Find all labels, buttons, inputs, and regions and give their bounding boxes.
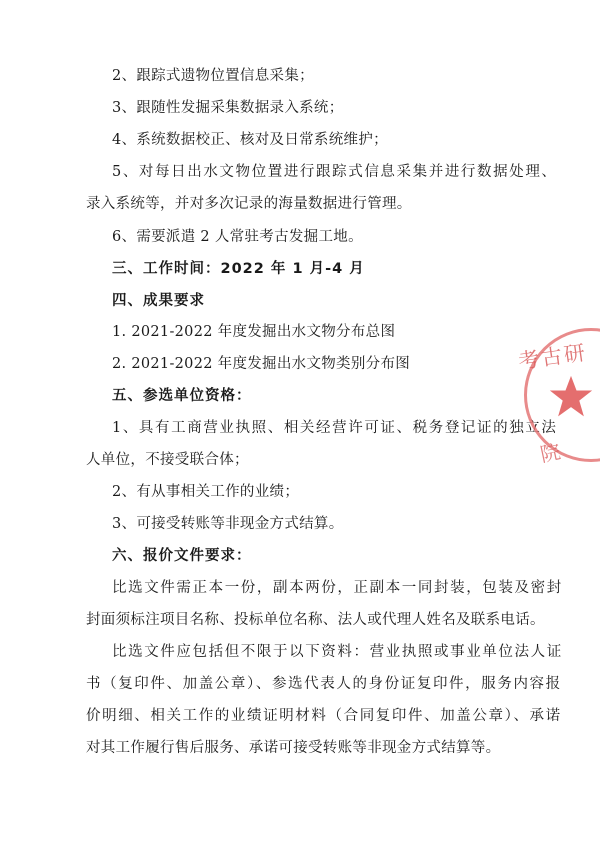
paragraph-2-line-3: 价明细、相关工作的业绩证明材料（合同复印件、加盖公章）、承诺 — [86, 708, 562, 724]
section-heading-6: 六、报价文件要求： — [112, 548, 252, 564]
result-item-1: 1. 2021-2022 年度发掘出水文物分布总图 — [112, 324, 396, 340]
paragraph-1-line-2: 封面须标注项目名称、投标单位名称、法人或代理人姓名及联系电话。 — [86, 612, 545, 628]
section-heading-3: 三、工作时间：2022 年 1 月-4 月 — [112, 261, 365, 277]
qualification-item-1-continued: 人单位，不接受联合体； — [86, 452, 249, 468]
seal-text-top: 考古研 — [516, 340, 589, 374]
seal-star-icon — [548, 374, 594, 420]
paragraph-2-line-2: 书（复印件、加盖公章）、参选代表人的身份证复印件，服务内容报 — [86, 676, 562, 692]
section-heading-4: 四、成果要求 — [112, 293, 205, 309]
qualification-item-1: 1、具有工商营业执照、相关经营许可证、税务登记证的独立法 — [112, 420, 558, 436]
list-item-3: 3、跟随性发掘采集数据录入系统； — [112, 100, 344, 116]
list-item-2: 2、跟踪式遗物位置信息采集； — [112, 68, 314, 84]
paragraph-2-line-4: 对其工作履行售后服务、承诺可接受转账等非现金方式结算等。 — [86, 740, 501, 756]
section-heading-5: 五、参选单位资格： — [112, 388, 252, 404]
list-item-5: 5、对每日出水文物位置进行跟踪式信息采集并进行数据处理、 — [112, 164, 558, 180]
list-item-4: 4、系统数据校正、核对及日常系统维护； — [112, 132, 388, 148]
paragraph-2-line-1: 比选文件应包括但不限于以下资料：营业执照或事业单位法人证 — [112, 644, 563, 660]
list-item-6: 6、需要派遣 2 人常驻考古发掘工地。 — [112, 229, 363, 245]
result-item-2: 2. 2021-2022 年度发掘出水文物类别分布图 — [112, 356, 411, 372]
paragraph-1-line-1: 比选文件需正本一份，副本两份，正副本一同封装，包装及密封 — [112, 580, 563, 596]
qualification-item-2: 2、有从事相关工作的业绩； — [112, 484, 300, 500]
list-item-5-continued: 录入系统等，并对多次记录的海量数据进行管理。 — [86, 196, 412, 212]
seal-text-bottom: 院 — [538, 439, 563, 467]
qualification-item-3: 3、可接受转账等非现金方式结算。 — [112, 516, 344, 532]
